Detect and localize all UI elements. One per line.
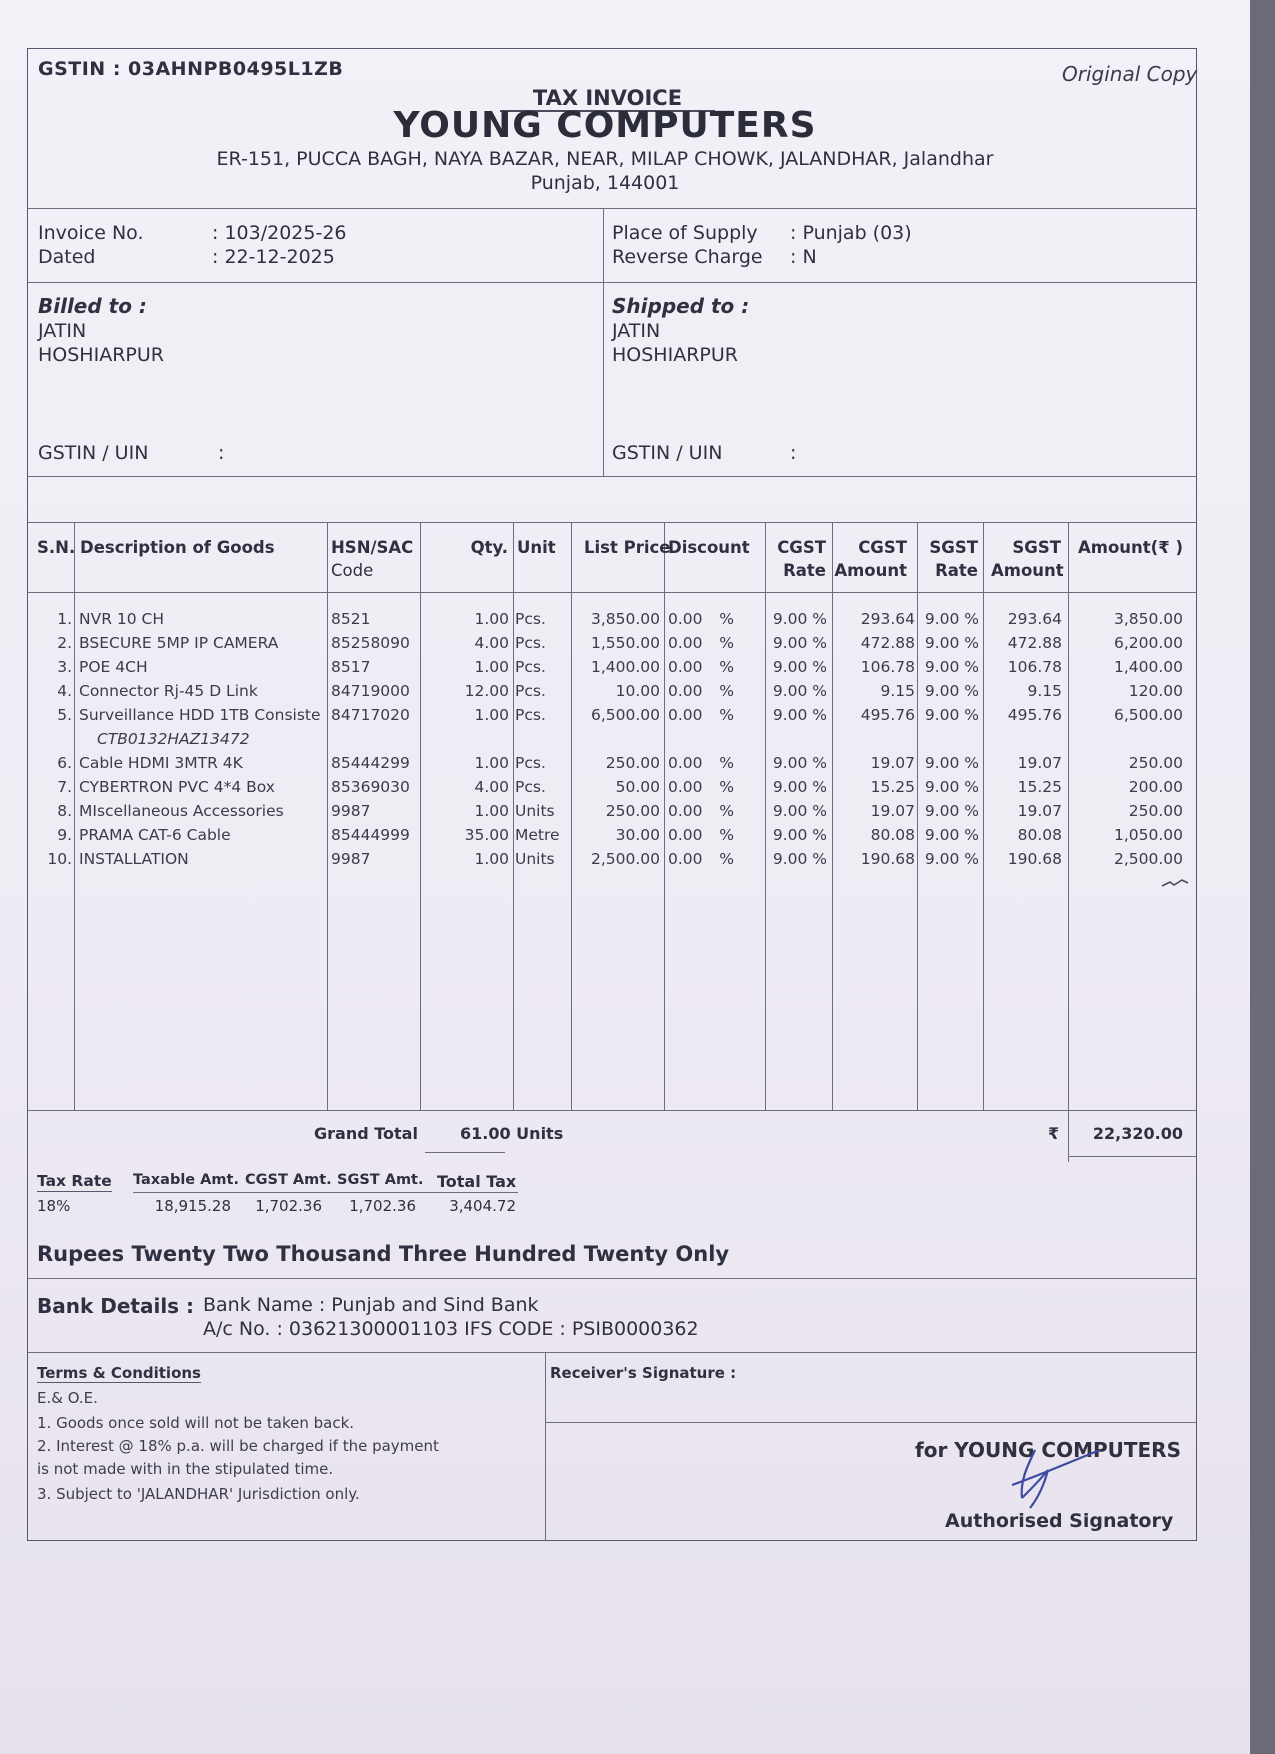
cell-cgst-amt: 495.76 <box>860 706 915 724</box>
cell-sgst-amt: 495.76 <box>1007 706 1062 724</box>
cell-sn: 3. <box>57 658 72 676</box>
column-rule <box>664 522 665 1110</box>
cell-amount: 1,050.00 <box>1113 826 1183 844</box>
cell-disc: 0.00 <box>668 682 703 700</box>
terms-item-2-cont: is not made with in the stipulated time. <box>37 1460 334 1478</box>
cell-cgst-rate: 9.00 % <box>772 682 827 700</box>
reverse-charge-value: : N <box>790 246 817 268</box>
seller-gstin: GSTIN : 03AHNPB0495L1ZB <box>38 58 344 80</box>
cell-disc: 0.00 <box>668 754 703 772</box>
company-name: YOUNG COMPUTERS <box>393 105 817 146</box>
cell-unit: Pcs. <box>515 658 546 676</box>
column-rule <box>74 522 75 1110</box>
col-header-cgst-rate-2: Rate <box>783 561 826 580</box>
col-header-sgst-amount-2: Amount <box>991 561 1064 580</box>
company-address-line1: ER-151, PUCCA BAGH, NAYA BAZAR, NEAR, MILAP CHOWK, JALANDHAR, Jalandhar <box>216 148 994 170</box>
divider <box>545 1352 546 1541</box>
place-of-supply-value: : Punjab (03) <box>790 222 912 244</box>
cell-sgst-rate: 9.00 % <box>924 706 979 724</box>
cell-disc: 0.00 <box>668 706 703 724</box>
col-header-cgst-amount-2: Amount <box>834 561 907 580</box>
cell-price: 3,850.00 <box>590 610 660 628</box>
column-rule <box>327 522 328 1110</box>
cell-hsn: 9987 <box>331 802 371 820</box>
total-quantity: 61.00 Units <box>460 1124 564 1143</box>
billed-gstin-label: GSTIN / UIN <box>38 442 149 464</box>
cell-cgst-rate: 9.00 % <box>772 778 827 796</box>
document-title: TAX INVOICE <box>500 86 715 112</box>
cell-hsn: 8517 <box>331 658 371 676</box>
cell-pct: % <box>719 802 734 820</box>
cell-amount: 120.00 <box>1128 682 1183 700</box>
divider <box>27 476 1197 477</box>
total-tax-header: Total Tax <box>437 1172 517 1191</box>
cell-sgst-amt: 19.07 <box>1017 802 1062 820</box>
cell-unit: Pcs. <box>515 634 546 652</box>
cell-qty: 12.00 <box>464 682 509 700</box>
cell-unit: Pcs. <box>515 754 546 772</box>
cell-price: 10.00 <box>615 682 660 700</box>
cell-disc: 0.00 <box>668 778 703 796</box>
cell-desc: Cable HDMI 3MTR 4K <box>79 754 243 772</box>
cell-disc: 0.00 <box>668 850 703 868</box>
divider <box>27 522 1197 523</box>
cell-desc: Surveillance HDD 1TB Consiste <box>79 706 321 724</box>
cell-pct: % <box>719 634 734 652</box>
col-header-cgst-rate: CGST <box>777 538 826 557</box>
terms-heading: Terms & Conditions <box>37 1364 201 1382</box>
cell-sgst-rate: 9.00 % <box>924 778 979 796</box>
cell-sgst-amt: 293.64 <box>1007 610 1062 628</box>
cell-desc: PRAMA CAT-6 Cable <box>79 826 231 844</box>
cgst-amount-header: CGST Amt. <box>245 1172 332 1188</box>
col-header-amount: Amount(₹ ) <box>1078 538 1183 557</box>
column-rule <box>513 522 514 1110</box>
cell-qty: 1.00 <box>474 850 509 868</box>
cell-unit: Pcs. <box>515 778 546 796</box>
cell-amount: 2,500.00 <box>1113 850 1183 868</box>
total-tax-value: 3,404.72 <box>449 1197 516 1215</box>
cell-amount: 250.00 <box>1128 802 1183 820</box>
cell-price: 6,500.00 <box>590 706 660 724</box>
invoice-date-value: : 22-12-2025 <box>212 246 335 268</box>
divider <box>27 282 1197 283</box>
taxable-amount-value: 18,915.28 <box>154 1197 231 1215</box>
amount-in-words: Rupees Twenty Two Thousand Three Hundred Twenty Only <box>37 1242 730 1266</box>
divider <box>27 1352 1197 1353</box>
cell-cgst-rate: 9.00 % <box>772 850 827 868</box>
cell-desc: POE 4CH <box>79 658 148 676</box>
cell-disc: 0.00 <box>668 802 703 820</box>
billed-to-city: HOSHIARPUR <box>38 344 164 366</box>
tick-mark-icon <box>1160 876 1190 892</box>
cell-pct: % <box>719 778 734 796</box>
cell-hsn: 9987 <box>331 850 371 868</box>
cell-desc: NVR 10 CH <box>79 610 165 628</box>
shipped-to-name: JATIN <box>612 320 661 342</box>
cell-unit: Pcs. <box>515 682 546 700</box>
cell-hsn: 85444299 <box>331 754 410 772</box>
cell-sgst-amt: 80.08 <box>1017 826 1062 844</box>
cell-qty: 1.00 <box>474 706 509 724</box>
cell-price: 2,500.00 <box>590 850 660 868</box>
cell-sgst-rate: 9.00 % <box>924 610 979 628</box>
receiver-signature-label: Receiver's Signature : <box>550 1364 737 1382</box>
bank-details-heading: Bank Details : <box>37 1294 195 1318</box>
cell-sn: 1. <box>57 610 72 628</box>
bank-account: A/c No. : 03621300001103 IFS CODE : PSIB0000362 <box>203 1318 699 1340</box>
cell-sn: 10. <box>47 850 72 868</box>
cell-disc: 0.00 <box>668 610 703 628</box>
cell-pct: % <box>719 754 734 772</box>
divider <box>425 1152 505 1153</box>
cell-sgst-amt: 190.68 <box>1007 850 1062 868</box>
place-of-supply-label: Place of Supply <box>612 222 758 244</box>
cell-pct: % <box>719 658 734 676</box>
cell-cgst-amt: 15.25 <box>870 778 915 796</box>
billed-gstin-colon: : <box>218 442 225 464</box>
cell-price: 250.00 <box>605 754 660 772</box>
col-header-discount: Discount <box>668 538 750 557</box>
terms-item-2: 2. Interest @ 18% p.a. will be charged if the payment <box>37 1437 439 1455</box>
cell-cgst-rate: 9.00 % <box>772 610 827 628</box>
cell-cgst-amt: 293.64 <box>860 610 915 628</box>
cell-cgst-rate: 9.00 % <box>772 802 827 820</box>
col-header-sgst-rate: SGST <box>929 538 978 557</box>
divider <box>133 1192 518 1193</box>
col-header-sgst-amount: SGST <box>1012 538 1061 557</box>
col-header-description: Description of Goods <box>80 538 275 557</box>
cell-qty: 1.00 <box>474 658 509 676</box>
cell-hsn: 85258090 <box>331 634 410 652</box>
cell-qty: 4.00 <box>474 634 509 652</box>
taxable-amount-header: Taxable Amt. <box>133 1172 239 1188</box>
cell-cgst-amt: 190.68 <box>860 850 915 868</box>
cell-sgst-rate: 9.00 % <box>924 682 979 700</box>
col-header-list-price: List Price <box>584 538 671 557</box>
cell-price: 1,400.00 <box>590 658 660 676</box>
billed-to-heading: Billed to : <box>38 294 147 318</box>
cell-sn: 4. <box>57 682 72 700</box>
cell-unit: Units <box>515 802 555 820</box>
cell-price: 1,550.00 <box>590 634 660 652</box>
cell-sgst-rate: 9.00 % <box>924 826 979 844</box>
invoice-no-value: : 103/2025-26 <box>212 222 347 244</box>
sgst-amount-value: 1,702.36 <box>349 1197 416 1215</box>
cell-qty: 4.00 <box>474 778 509 796</box>
cell-amount: 6,500.00 <box>1113 706 1183 724</box>
cell-hsn: 85444999 <box>331 826 410 844</box>
cell-amount: 250.00 <box>1128 754 1183 772</box>
tax-rate-value: 18% <box>37 1197 71 1215</box>
cell-cgst-amt: 19.07 <box>870 802 915 820</box>
rupee-symbol: ₹ <box>1048 1124 1060 1143</box>
col-header-qty: Qty. <box>470 538 508 557</box>
cell-hsn: 84717020 <box>331 706 410 724</box>
cell-sn: 9. <box>57 826 72 844</box>
sgst-amount-header: SGST Amt. <box>337 1172 424 1188</box>
cell-cgst-amt: 19.07 <box>870 754 915 772</box>
cell-desc: BSECURE 5MP IP CAMERA <box>79 634 279 652</box>
cell-cgst-rate: 9.00 % <box>772 634 827 652</box>
cell-desc: CYBERTRON PVC 4*4 Box <box>79 778 275 796</box>
cell-qty: 1.00 <box>474 754 509 772</box>
handwritten-signature <box>1000 1440 1110 1520</box>
col-header-sn: S.N. <box>37 538 76 557</box>
cell-sgst-amt: 9.15 <box>1027 682 1062 700</box>
cell-pct: % <box>719 850 734 868</box>
terms-item-1: 1. Goods once sold will not be taken back. <box>37 1414 355 1432</box>
col-header-cgst-amount: CGST <box>858 538 907 557</box>
cell-hsn: 84719000 <box>331 682 410 700</box>
shipped-to-city: HOSHIARPUR <box>612 344 738 366</box>
grand-total-amount: 22,320.00 <box>1092 1124 1183 1143</box>
cell-unit: Pcs. <box>515 706 546 724</box>
cell-qty: 1.00 <box>474 610 509 628</box>
cell-sgst-rate: 9.00 % <box>924 658 979 676</box>
cell-sn: 7. <box>57 778 72 796</box>
cell-sn: 2. <box>57 634 72 652</box>
cell-cgst-amt: 80.08 <box>870 826 915 844</box>
cell-sgst-rate: 9.00 % <box>924 634 979 652</box>
cell-sgst-amt: 106.78 <box>1007 658 1062 676</box>
cell-hsn: 8521 <box>331 610 371 628</box>
cell-price: 250.00 <box>605 802 660 820</box>
cell-cgst-rate: 9.00 % <box>772 658 827 676</box>
cell-qty: 35.00 <box>464 826 509 844</box>
cgst-amount-value: 1,702.36 <box>255 1197 322 1215</box>
cell-unit: Pcs. <box>515 610 546 628</box>
cell-amount: 6,200.00 <box>1113 634 1183 652</box>
cell-cgst-rate: 9.00 % <box>772 826 827 844</box>
reverse-charge-label: Reverse Charge <box>612 246 763 268</box>
cell-unit: Units <box>515 850 555 868</box>
grand-total-label: Grand Total <box>314 1124 418 1143</box>
bank-name: Bank Name : Punjab and Sind Bank <box>203 1294 539 1316</box>
cell-qty: 1.00 <box>474 802 509 820</box>
cell-pct: % <box>719 826 734 844</box>
divider <box>27 1110 1197 1111</box>
cell-hsn: 85369030 <box>331 778 410 796</box>
for-company: for YOUNG COMPUTERS <box>915 1438 1181 1462</box>
cell-cgst-rate: 9.00 % <box>772 706 827 724</box>
cell-pct: % <box>719 610 734 628</box>
col-header-hsn: HSN/SAC <box>331 538 414 557</box>
cell-price: 50.00 <box>615 778 660 796</box>
company-address-line2: Punjab, 144001 <box>530 172 680 194</box>
divider <box>27 1278 1197 1279</box>
col-header-hsn-code: Code <box>331 561 374 580</box>
cell-sgst-amt: 19.07 <box>1017 754 1062 772</box>
cell-desc: Connector Rj-45 D Link <box>79 682 258 700</box>
cell-amount: 1,400.00 <box>1113 658 1183 676</box>
table-header-rule <box>27 592 1197 593</box>
cell-price: 30.00 <box>615 826 660 844</box>
cell-disc: 0.00 <box>668 826 703 844</box>
divider <box>27 208 1197 209</box>
cell-desc: INSTALLATION <box>79 850 189 868</box>
invoice-no-label: Invoice No. <box>38 222 144 244</box>
shipped-gstin-label: GSTIN / UIN <box>612 442 723 464</box>
cell-cgst-amt: 106.78 <box>860 658 915 676</box>
terms-item-3: 3. Subject to 'JALANDHAR' Jurisdiction only. <box>37 1485 360 1503</box>
cell-disc: 0.00 <box>668 634 703 652</box>
cell-cgst-amt: 9.15 <box>880 682 915 700</box>
cell-sgst-rate: 9.00 % <box>924 754 979 772</box>
tax-rate-header: Tax Rate <box>37 1172 112 1190</box>
page-edge-shadow <box>1250 0 1275 1754</box>
shipped-gstin-colon: : <box>790 442 797 464</box>
cell-cgst-rate: 9.00 % <box>772 754 827 772</box>
cell-sn: 6. <box>57 754 72 772</box>
cell-sgst-amt: 15.25 <box>1017 778 1062 796</box>
divider <box>1068 1156 1197 1157</box>
cell-desc-serial: CTB0132HAZ13472 <box>97 730 250 748</box>
cell-desc: MIscellaneous Accessories <box>79 802 284 820</box>
col-header-unit: Unit <box>517 538 556 557</box>
divider <box>545 1422 1197 1423</box>
cell-sgst-rate: 9.00 % <box>924 802 979 820</box>
cell-sn: 5. <box>57 706 72 724</box>
divider <box>603 208 604 476</box>
cell-unit: Metre <box>515 826 560 844</box>
cell-pct: % <box>719 682 734 700</box>
authorised-signatory: Authorised Signatory <box>945 1510 1174 1532</box>
cell-sn: 8. <box>57 802 72 820</box>
copy-label: Original Copy <box>1062 62 1198 86</box>
cell-amount: 200.00 <box>1128 778 1183 796</box>
cell-sgst-rate: 9.00 % <box>924 850 979 868</box>
cell-cgst-amt: 472.88 <box>860 634 915 652</box>
cell-pct: % <box>719 706 734 724</box>
terms-eoe: E.& O.E. <box>37 1389 98 1407</box>
billed-to-name: JATIN <box>38 320 87 342</box>
shipped-to-heading: Shipped to : <box>612 294 750 318</box>
invoice-date-label: Dated <box>38 246 96 268</box>
col-header-sgst-rate-2: Rate <box>935 561 978 580</box>
cell-amount: 3,850.00 <box>1113 610 1183 628</box>
cell-sgst-amt: 472.88 <box>1007 634 1062 652</box>
cell-disc: 0.00 <box>668 658 703 676</box>
